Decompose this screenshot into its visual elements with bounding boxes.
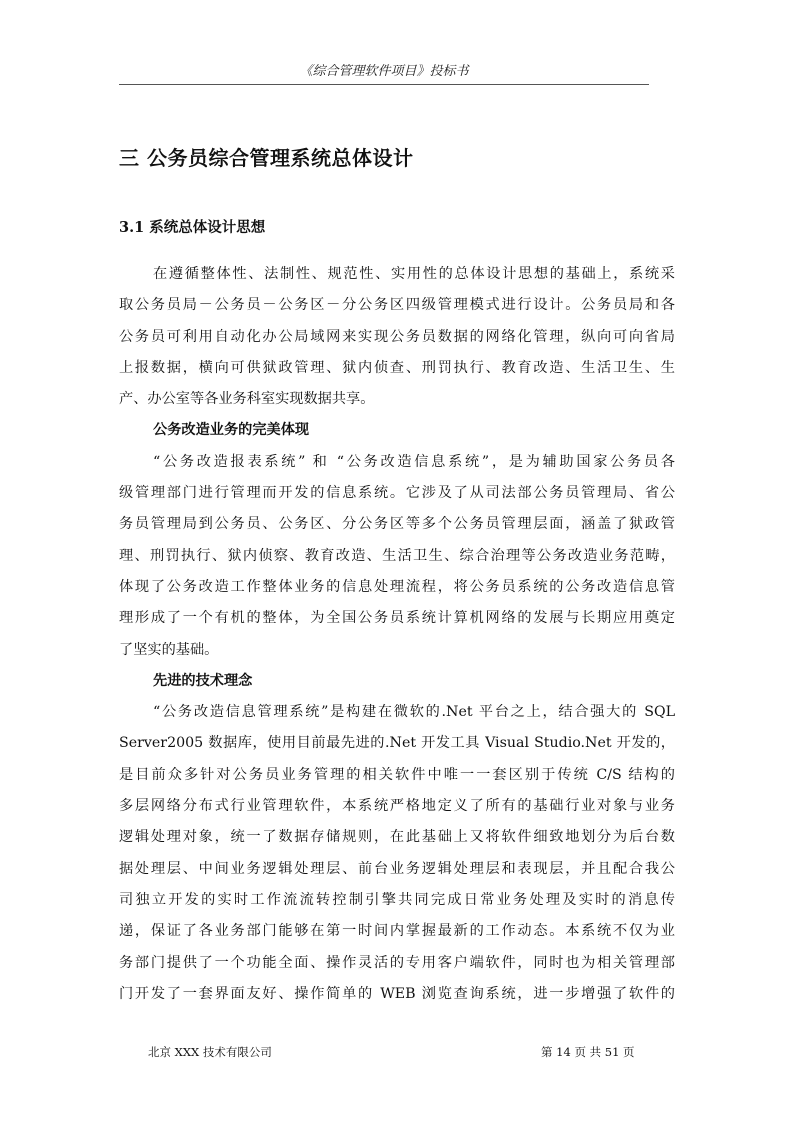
paragraph-line: “公务改造信息管理系统”是构建在微软的.Net 平台之上，结合强大的 SQL [153,704,675,721]
footer-page-number: 第 14 页 共 51 页 [541,1045,635,1059]
paragraph-line: 体现了公务改造工作整体业务的信息处理流程，将公务员系统的公务改造信息管 [119,578,675,595]
chapter-title: 三 公务员综合管理系统总体设计 [119,146,414,170]
body-text [119,259,675,1010]
running-header: 《综合管理软件项目》投标书 [299,64,469,79]
subheading-reform: 公务改造业务的完美体现 [153,422,310,439]
paragraph-line: 是目前众多针对公务员业务管理的相关软件中唯一一套区别于传统 C/S 结构的 [119,766,675,783]
section-title: 3.1 系统总体设计思想 [119,219,266,236]
paragraph-line: 多层网络分布式行业管理软件，本系统严格地定义了所有的基础行业对象与业务 [119,798,675,815]
paragraph-line: 递，保证了各业务部门能够在第一时间内掌握最新的工作动态。本系统不仅为业 [119,923,675,940]
paragraph-line: 级管理部门进行管理而开发的信息系统。它涉及了从司法部公务员管理局、省公 [119,485,675,502]
paragraph-line: 务部门提供了一个功能全面、操作灵活的专用客户端软件，同时也为相关管理部 [119,954,675,971]
paragraph-line: “公务改造报表系统” 和 “公务改造信息系统”，是为辅助国家公务员各 [153,453,675,470]
paragraph-line: 了坚实的基础。 [119,641,219,658]
paragraph-line: 门开发了一套界面友好、操作简单的 WEB 浏览查询系统，进一步增强了软件的 [119,985,675,1002]
paragraph-line: 产、办公室等各业务科室实现数据共享。 [119,391,375,408]
paragraph-line: 逻辑处理对象，统一了数据存储规则，在此基础上又将软件细致地划分为后台数 [119,829,675,846]
footer-company: 北京 XXX 技术有限公司 [148,1045,272,1059]
subheading-technology: 先进的技术理念 [153,672,253,689]
paragraph-line: 在遵循整体性、法制性、规范性、实用性的总体设计思想的基础上，系统采 [153,266,675,282]
paragraph-line: 司独立开发的实时工作流流转控制引擎共同完成日常业务处理及实时的消息传 [119,891,675,908]
paragraph-line: 理、刑罚执行、狱内侦察、教育改造、生活卫生、综合治理等公务改造业务范畴， [119,547,675,564]
paragraph-line: 上报数据，横向可供狱政管理、狱内侦查、刑罚执行、教育改造、生活卫生、生 [119,359,675,376]
paragraph-line: 公务员可利用自动化办公局域网来实现公务员数据的网络化管理，纵向可向省局 [119,328,675,345]
paragraph-line: Server2005 数据库，使用目前最先进的.Net 开发工具 Visual Studio.Net 开发的， [119,735,675,752]
paragraph-line: 务员管理局到公务员、公务区、分公务区等多个公务员管理层面，涵盖了狱政管 [119,516,675,533]
header-rule [119,84,649,85]
paragraph-line: 据处理层、中间业务逻辑处理层、前台业务逻辑处理层和表现层，并且配合我公 [119,860,675,877]
paragraph-line: 理形成了一个有机的整体，为全国公务员系统计算机网络的发展与长期应用奠定 [119,610,675,627]
paragraph-line: 取公务员局－公务员－公务区－分公务区四级管理模式进行设计。公务员局和各 [119,297,675,314]
